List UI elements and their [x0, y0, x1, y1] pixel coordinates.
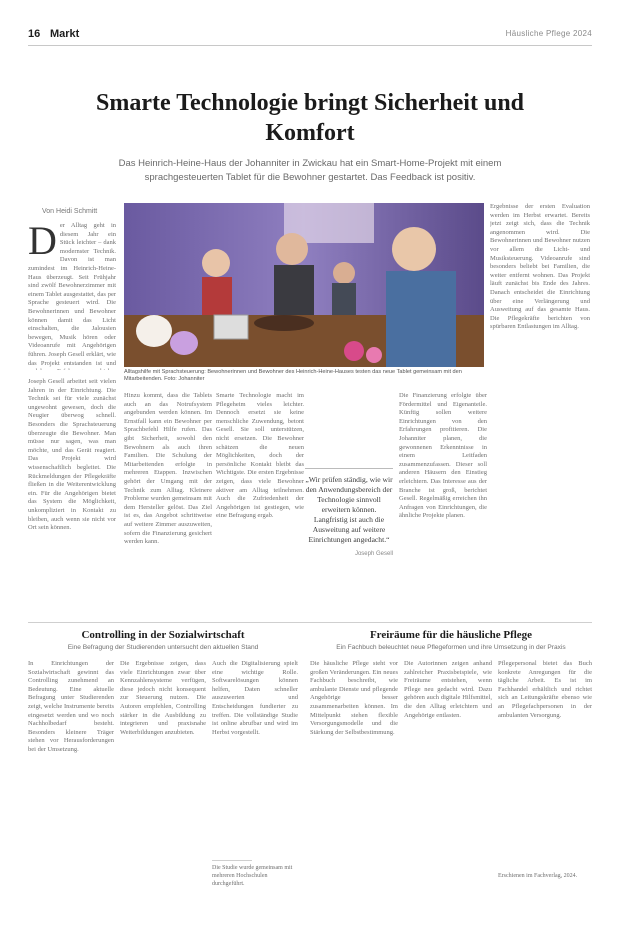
pull-quote-author: Joseph Gesell — [354, 551, 393, 557]
article-column-6: Ergebnisse der ersten Evaluation werden im Herbst erwartet. Bereits jetzt zeigt sich, dass die Technik angenommen wird. Die Bewohnerinnen und Bewohner nutzen vor allem die Licht- und Musiksteuerung. Videoanrufe sind besonders beliebt bei Familien, die weiter entfernt wohnen. Das Projekt läuft zunächst bis Ende des Jahres. Danach entscheidet die Einrichtung über eine Verlängerung und Ausweitung auf das gesamte Haus. Die Pflegekräfte berichten von spürbaren Entlastungen im Alltag. — [490, 203, 590, 331]
left-article-lead: Eine Befragung der Studierenden untersucht den aktuellen Stand — [67, 644, 259, 651]
article-author: Von Heidi Schmitt — [42, 208, 98, 215]
photo-caption: Alltagshilfe mit Sprachsteuerung: Bewohnerinnen und Bewohner des Heinrich-Heine-Hauses testen das neue Tablet gemeinsam mit den Mitarbeitenden. Foto: Johanniter — [124, 369, 462, 382]
pull-quote — [305, 468, 393, 559]
right-article-column-1: Die häusliche Pflege steht vor großen Veränderungen. Ein neues Fachbuch beschreibt, wie ambulante Dienste und pflegende Angehörige besser zusammenarbeiten können. Im Mittelpunkt stehen flexible Versorgungsmodelle und die Stärkung der Selbstbestimmung. — [310, 660, 398, 736]
article-column-3: Hinzu kommt, dass die Tablets auch an das Notrufsystem angebunden werden können. Im Ernstfall kann ein Bewohner per Sprachbefehl Hilfe rufen. Das gibt Sicherheit, sowohl den Bewohnern als auch ihren Familien. Die Schulung der Mitarbeitenden erfolgte in mehreren Etappen. Inzwischen gehört der Umgang mit der Technik zum Alltag. Kleinere Probleme wurden gemeinsam mit dem Hersteller gelöst. Das Ziel ist es, das Angebot schrittweise auf weitere Zimmer auszuweiten, sofern die Finanzierung gesichert werden kann. — [124, 392, 212, 546]
section-divider — [28, 622, 592, 623]
left-article-column-2: Die Ergebnisse zeigen, dass viele Einrichtungen zwar über Kennzahlensysteme verfügen, diese jedoch nicht konsequent zur Steuerung nutzen. Die Autoren empfehlen, Controlling stärker in die Ausbildung zu integrieren und praxisnahe Weiterbildungen anzubieten. — [120, 660, 206, 736]
right-article-column-3: Pflegepersonal bietet das Buch konkrete Anregungen für die tägliche Arbeit. Es ist im Fachhandel erhältlich und richtet sich an Leitungskräfte ebenso wie an Pflegefachpersonen in der ambulanten Versorgung. — [498, 660, 592, 719]
left-article-headline: Controlling in der Sozialwirtschaft — [81, 629, 245, 641]
article-column-6b — [490, 555, 590, 615]
article-lead: Das Heinrich-Heine-Haus der Johanniter in Zwickau hat ein Smart-Home-Projekt mit einem sprachgesteuerten Tablet für die Bewohner gestartet. Das Feedback ist positiv. — [118, 158, 502, 183]
article-column-2: Joseph Gesell arbeitet seit vielen Jahren in der Einrichtung. Die Technik sei für viele zunächst ungewohnt gewesen, doch die Neugier überwog schnell. Besonders die Sprachsteuerung überzeugte die Bewohner. Man müsse nur sagen, was man möchte, und das Gerät reagiert. Das Projekt wird wissenschaftlich begleitet. Die Rückmeldungen der Pflegekräfte fließen in die Weiterentwicklung ein. Für die Angehörigen bietet das System die Möglichkeit, unkompliziert in Kontakt zu bleiben, auch wenn sie nicht vor Ort sein können. — [28, 378, 116, 532]
article-column-4: Smarte Technologie macht im Pflegeheim vieles leichter. Dennoch ersetzt sie keine menschliche Zuwendung, betont Gesell. Sie soll unterstützen, nicht ersetzen. Die Bewohner schätzen die neuen Möglichkeiten, doch der persönliche Kontakt bleibt das Wichtigste. Die ersten Ergebnisse zeigen, dass viele Bewohner aktiver am Alltag teilnehmen. Auch die Zufriedenheit der Angehörigen ist gestiegen, wie eine Befragung ergab. — [216, 392, 304, 520]
cake — [254, 315, 314, 331]
page-number: 16 — [28, 28, 41, 40]
article-column-1-text: er Alltag geht in diesem Jahr ein Stück leichter – dank modernster Technik. Davon ist man zumindest im Heinrich-Heine-Haus überzeugt. Seit Frühjahr sind zwölf Bewohnerzimmer mit einem Tablet ausgestattet, das per Sprache gesteuert wird. Die Bewohnerinnen und Bewohner können damit das Licht einschalten, die Jalousien bewegen, Musik hören oder Videoanrufe mit Angehörigen führen. Joseph Gesell erklärt, wie das Projekt entstanden ist und — [28, 222, 116, 367]
right-article-column-2: Die Autorinnen zeigen anhand zahlreicher Praxisbeispiele, wie Freiräume entstehen, wenn Pflege neu gedacht wird. Dazu gehören auch digitale Hilfsmittel, die den Alltag erleichtern und Angehörige entlasten. — [404, 660, 492, 719]
issue-label: Häusliche Pflege 2024 — [505, 29, 592, 38]
left-article-footnote: Die Studie wurde gemeinsam mit mehreren Hochschulen durchgeführt. — [212, 865, 293, 887]
pull-quote-text: „Wir prüfen ständig, wie wir den Anwendungsbereich der Technologie sinnvoll erweitern können. Langfristig ist auch die Ausweitung auf weitere Einrichtungen angedacht.“ — [305, 475, 393, 544]
article-column-1 — [28, 222, 116, 370]
drop-cap: D — [28, 222, 57, 263]
article-column-5: Die Finanzierung erfolgte über Fördermittel und Eigenanteile. Künftig sollen weitere Einrichtungen von den Erfahrungen profitieren. Die Johanniter planen, die gewonnenen Erkenntnisse in einem Leitfaden zusammenzufassen. Dieser soll anderen Häusern den Einstieg erleichtern. Das Interesse aus der Branche ist groß, berichtet Gesell. Regelmäßig erreichen ihn Anfragen von Einrichtungen, die ähnliche Projekte planen. — [399, 392, 487, 520]
right-article-footnote: Erschienen im Fachverlag, 2024. — [498, 873, 578, 879]
section-name: Markt — [50, 28, 80, 40]
man-center-head — [276, 233, 308, 265]
right-article-headline: Freiräume für die häusliche Pflege — [369, 629, 533, 641]
article-headline: Smarte Technologie bringt Sicherheit und Komfort — [95, 90, 525, 146]
tablet-device — [214, 315, 248, 339]
article-photo — [124, 203, 484, 367]
woman-left-head — [202, 249, 230, 277]
left-article-column-1: In Einrichtungen der Sozialwirtschaft gewinnt das Controlling zunehmend an Bedeutung. Eine aktuelle Befragung unter Studierenden zeigt, welche Instrumente bereits eingesetzt werden und wo noch Nachholbedarf besteht. Besonders kleinere Träger stehen vor Herausforderungen bei der Umsetzung. — [28, 660, 114, 753]
footnote-rule — [212, 860, 252, 861]
right-article-lead: Ein Fachbuch beleuchtet neue Pflegeformen und ihre Umsetzung in der Praxis — [336, 644, 566, 651]
left-article-column-3: Auch die Digitalisierung spielt eine wichtige Rolle. Softwarelösungen können helfen, Daten schneller auszuwerten und Entscheidungen fundierter zu treffen. Die vollständige Studie ist online abrufbar und wird im Herbst vorgestellt. — [212, 660, 298, 736]
page-header — [28, 26, 592, 46]
photo-illustration — [124, 203, 484, 367]
woman-right-head — [392, 227, 436, 271]
